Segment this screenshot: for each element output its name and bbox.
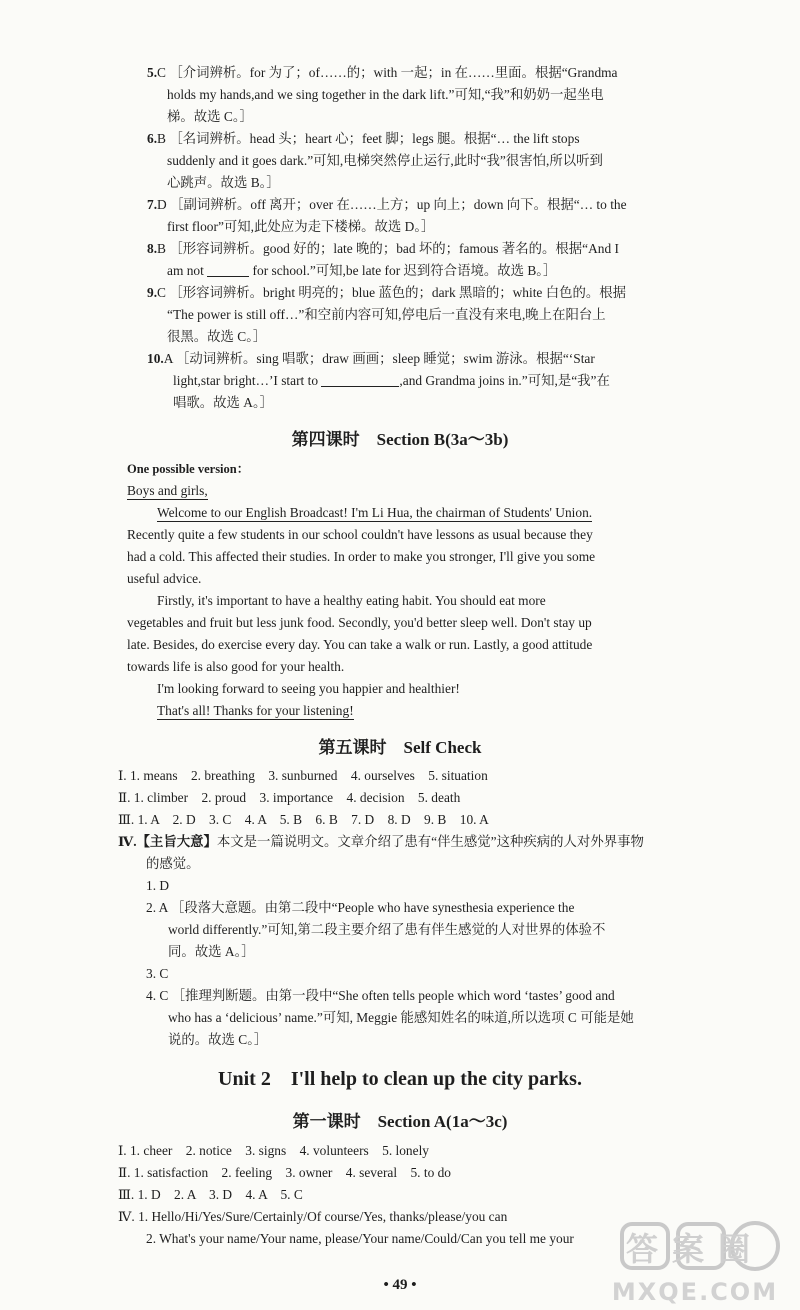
answer-text: 说的。故选 C。］ bbox=[168, 1032, 268, 1047]
answer-row: Ⅲ. 1. A 2. D 3. C 4. A 5. B 6. B 7. D 8. D 9. B 10. A bbox=[118, 812, 489, 827]
essay-text: I'm looking forward to seeing you happier and healthier! bbox=[157, 681, 460, 696]
answer-item-8 bbox=[147, 238, 687, 282]
item-text: suddenly and it goes dark.”可知,电梯突然停止运行,此时“我”很害怕,所以听到 bbox=[167, 153, 603, 168]
essay-closing: That's all! Thanks for your listening! bbox=[157, 703, 354, 718]
answer-row: Ⅲ. 1. D 2. A 3. D 4. A 5. C bbox=[118, 1187, 303, 1202]
item-text: 唱歌。故选 A。］ bbox=[173, 395, 274, 410]
item-text: B ［名词辨析。head 头；heart 心；feet 脚；legs 腿。根据“… the lift stops bbox=[157, 131, 580, 146]
tag-label: Ⅳ.【主旨大意】 bbox=[118, 834, 217, 849]
answer-item-5 bbox=[147, 62, 687, 128]
answer-text: who has a ‘delicious’ name.”可知, Meggie 能感知姓名的味道,所以选项 C 可能是她 bbox=[168, 1010, 634, 1025]
watermark-url: MXQE.COM bbox=[611, 1278, 779, 1306]
item-text: ,and Grandma joins in.”可知,是“我”在 bbox=[399, 373, 610, 388]
answer-item-9 bbox=[147, 282, 687, 348]
item-text: light,star bright…’I start to bbox=[173, 373, 319, 388]
item-text: holds my hands,and we sing together in the dark lift.”可知,“我”和奶奶一起坐电 bbox=[167, 87, 604, 102]
essay-greeting: Boys and girls, bbox=[127, 483, 208, 498]
answer-item-10 bbox=[147, 348, 687, 414]
item-text: C ［介词辨析。for 为了；of……的；with 一起；in 在……里面。根据“Grandma bbox=[157, 65, 618, 80]
item-number: 9. bbox=[147, 285, 158, 300]
answer-text: 4. C ［推理判断题。由第一段中“She often tells people which word ‘tastes’ good and bbox=[146, 988, 615, 1003]
answer-text: 本文是一篇说明文。文章介绍了患有“伴生感觉”这种疾病的人对外界事物 bbox=[216, 834, 644, 849]
answer-text: 的感觉。 bbox=[146, 856, 200, 871]
answer-item-7 bbox=[147, 194, 687, 238]
item-text: “The power is still off…”和空前内容可知,停电后一直没有来电,晚上在阳台上 bbox=[167, 307, 606, 322]
item-text: D ［副词辨析。off 离开；over 在……上方；up 向上；down 向下。根据“… to the bbox=[157, 197, 627, 212]
section-heading: 第一课时 Section A(1a～3c) bbox=[292, 1112, 508, 1131]
answer-text: 3. C bbox=[146, 966, 169, 981]
item-text: 心跳声。故选 B。］ bbox=[167, 175, 280, 190]
blank-line bbox=[321, 374, 399, 387]
self-check-answers bbox=[118, 765, 693, 1051]
item-text: first floor”可知,此处应为走下楼梯。故选 D。］ bbox=[167, 219, 435, 234]
item-text: B ［形容词辨析。good 好的；late 晚的；bad 坏的；famous 著名的。根据“And I bbox=[157, 241, 619, 256]
answer-row: Ⅳ. 1. Hello/Hi/Yes/Sure/Certainly/Of course/Yes, thanks/please/you can bbox=[118, 1209, 508, 1224]
answer-item-6 bbox=[147, 128, 687, 194]
essay-text: had a cold. This affected their studies. In order to make you stronger, I'll give you some bbox=[127, 549, 596, 564]
section-heading: 第五课时 Self Check bbox=[318, 738, 482, 757]
item-number: 7. bbox=[147, 197, 158, 212]
answer-text: world differently.”可知,第二段主要介绍了患有伴生感觉的人对世界的体验不 bbox=[168, 922, 606, 937]
item-number: 5. bbox=[147, 65, 158, 80]
item-text: A ［动词辨析。sing 唱歌；draw 画画；sleep 睡觉；swim 游泳。根据“‘Star bbox=[163, 351, 595, 366]
essay-text: useful advice. bbox=[127, 571, 202, 586]
answer-row: Ⅰ. 1. means 2. breathing 3. sunburned 4. ourselves 5. situation bbox=[118, 768, 488, 783]
answer-row: 2. What's your name/Your name, please/Your name/Could/Can you tell me your bbox=[146, 1231, 574, 1246]
item-text: C ［形容词辨析。bright 明亮的；blue 蓝色的；dark 黑暗的；white 白色的。根据 bbox=[157, 285, 627, 300]
answer-text: 2. A ［段落大意题。由第二段中“People who have synesthesia experience the bbox=[146, 900, 575, 915]
unit-title: Unit 2 I'll help to clean up the city parks. bbox=[218, 1068, 582, 1090]
item-text: 很黑。故选 C。］ bbox=[167, 329, 267, 344]
item-number: 10. bbox=[147, 351, 164, 366]
answer-text: 1. D bbox=[146, 878, 170, 893]
essay-text: Welcome to our English Broadcast! I'm Li Hua, the chairman of Students' Union. bbox=[157, 505, 593, 520]
answer-text: 同。故选 A。］ bbox=[168, 944, 255, 959]
item-text: am not bbox=[167, 263, 204, 278]
item-text: for school.”可知,be late for 迟到符合语境。故选 B。］ bbox=[252, 263, 557, 278]
watermark-logo bbox=[600, 1218, 790, 1306]
essay-label: One possible version： bbox=[127, 462, 250, 476]
essay-text: vegetables and fruit but less junk food. Secondly, you'd better sleep well. Don't stay up bbox=[127, 615, 592, 630]
answer-row: Ⅱ. 1. satisfaction 2. feeling 3. owner 4. several 5. to do bbox=[118, 1165, 452, 1180]
answer-row: Ⅰ. 1. cheer 2. notice 3. signs 4. volunteers 5. lonely bbox=[118, 1143, 429, 1158]
essay-text: Recently quite a few students in our school couldn't have lessons as usual because they bbox=[127, 527, 593, 542]
item-text: 梯。故选 C。］ bbox=[167, 109, 253, 124]
item-number: 8. bbox=[147, 241, 158, 256]
item-number: 6. bbox=[147, 131, 158, 146]
essay-text: Firstly, it's important to have a healthy eating habit. You should eat more bbox=[157, 593, 546, 608]
section-heading: 第四课时 Section B(3a～3b) bbox=[291, 430, 509, 449]
blank-line bbox=[207, 264, 249, 277]
essay-text: late. Besides, do exercise every day. You can take a walk or run. Lastly, a good attitude bbox=[127, 637, 593, 652]
page-number: • 49 • bbox=[383, 1277, 417, 1293]
essay-text: towards life is also good for your health. bbox=[127, 659, 345, 674]
model-essay bbox=[127, 458, 687, 722]
watermark-text: 答案圈 bbox=[625, 1230, 765, 1268]
answer-row: Ⅱ. 1. climber 2. proud 3. importance 4. decision 5. death bbox=[118, 790, 461, 805]
